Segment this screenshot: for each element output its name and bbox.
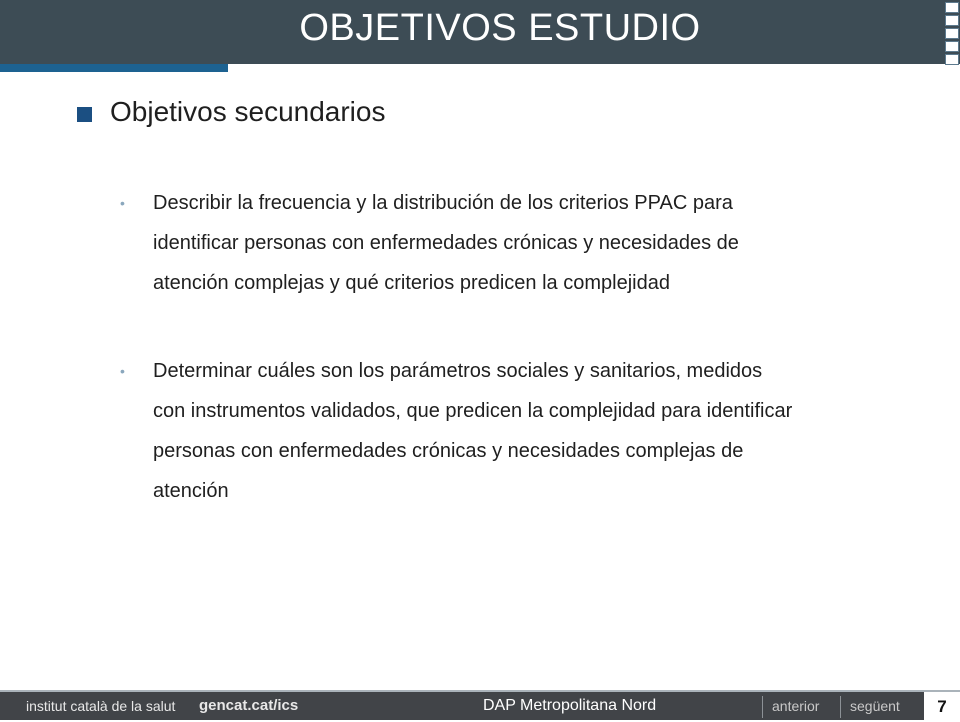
section-heading-text: Objetivos secundarios	[110, 96, 386, 127]
page-number: 7	[924, 692, 960, 720]
square-bullet-icon	[77, 107, 92, 122]
bullet-line: identificar personas con enfermedades crónicas y necesidades de	[153, 232, 739, 254]
bullet-line: Describir la frecuencia y la distribución de los criterios PPAC para	[153, 192, 733, 214]
previous-slide-button[interactable]: anterior	[772, 698, 820, 714]
bullet-line: con instrumentos validados, que predicen la complejidad para identificar	[153, 400, 793, 422]
bullet-line: atención complejas y qué criterios predicen la complejidad	[153, 272, 670, 294]
stacked-pages-icon[interactable]	[944, 0, 960, 70]
bullet-line: Determinar cuáles son los parámetros sociales y sanitarios, medidos	[153, 360, 763, 382]
footer-institution: institut català de la salut	[26, 698, 176, 714]
bullet-line: personas con enfermedades crónicas y necesidades complejas de	[153, 440, 744, 462]
next-slide-button[interactable]: següent	[850, 698, 900, 714]
footer-separator	[840, 696, 841, 718]
bullet-dot-icon: •	[120, 363, 125, 379]
footer-site-link[interactable]: gencat.cat/ics	[199, 697, 299, 714]
footer-center-name: DAP Metropolitana Nord	[483, 697, 657, 714]
bullet-dot-icon: •	[120, 195, 125, 211]
header-accent-bar	[0, 64, 228, 72]
slide-footer	[0, 692, 960, 720]
footer-separator	[762, 696, 763, 718]
slide-title: OBJETIVOS ESTUDIO	[299, 7, 701, 49]
bullet-line: atención	[153, 480, 229, 502]
